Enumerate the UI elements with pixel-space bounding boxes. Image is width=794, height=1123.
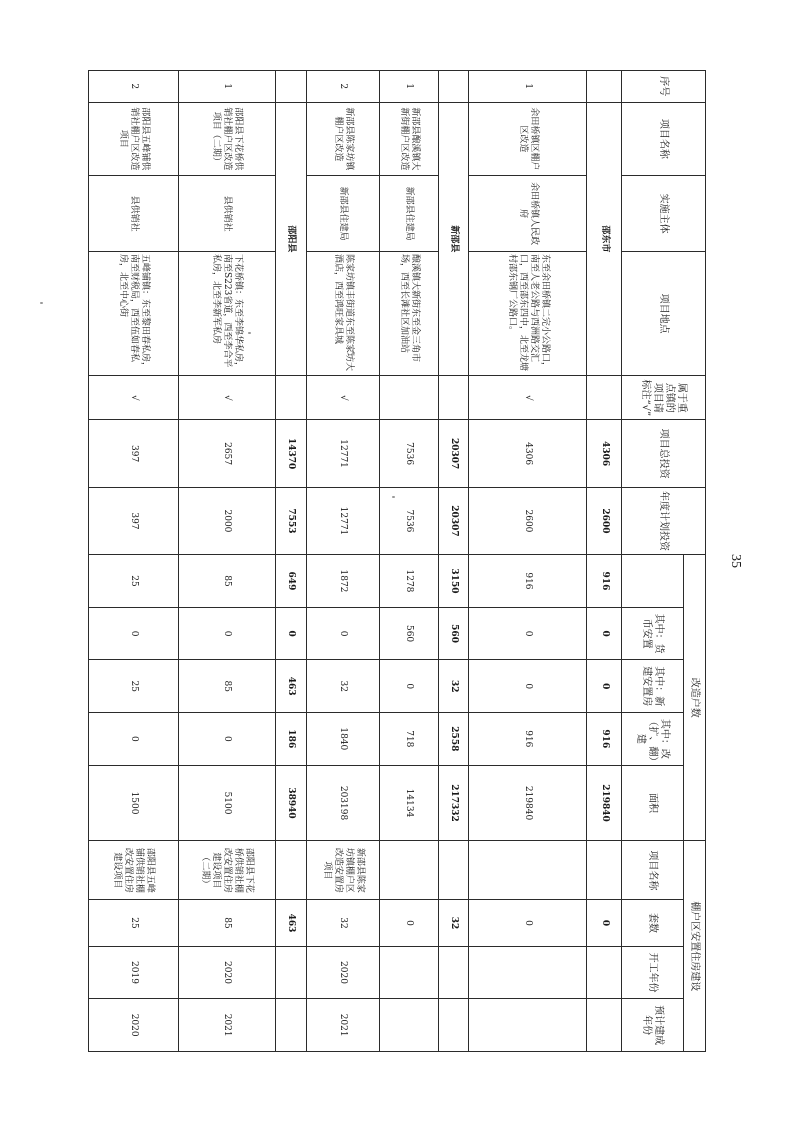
cell-total: 4306	[587, 420, 622, 487]
header-implementer: 实施主体	[622, 176, 706, 252]
cell-project-name: 新邵县陈家坊镇棚户区改造	[306, 102, 379, 176]
cell-seq: 2	[89, 71, 179, 103]
cell-monetary: 0	[276, 607, 307, 660]
cell-completion-year: 2021	[306, 999, 379, 1052]
cell-total: 2657	[178, 420, 276, 487]
cell-completion-year	[438, 999, 469, 1052]
cell-area: 5100	[178, 765, 276, 841]
header-households-total	[622, 555, 684, 608]
cell-rs-units: 32	[438, 900, 469, 946]
cell-area: 1500	[89, 765, 179, 841]
shantytown-renovation-table	[88, 70, 706, 1052]
header-seq: 序号	[622, 71, 706, 103]
cell-monetary: 0	[587, 607, 622, 660]
cell-rs-name	[587, 841, 622, 900]
cell-rs-name: 新邵县陈家坊镇棚户区改造安置房项目	[306, 841, 379, 900]
cell-rs-units: 25	[89, 900, 179, 946]
cell-new-build: 32	[438, 660, 469, 713]
cell-start-year	[587, 946, 622, 999]
header-location: 项目地点	[622, 252, 706, 376]
cell-seq: 2	[306, 71, 379, 103]
cell-key-town	[276, 376, 307, 420]
cell-implementer: 余田桥镇人民政府	[469, 176, 587, 252]
header-key-town: 属于重点镇的项目请标注“√”	[622, 376, 706, 420]
cell-area: 219840	[587, 765, 622, 841]
cell-annual: 2000	[178, 487, 276, 554]
cell-rs-name: 邵阳县下花桥供销社棚改安置住房建设项目（二期）	[178, 841, 276, 900]
table-row	[89, 71, 179, 1052]
cell-location: 酿溪镇大新街东至金三角市场，西至长滩社区加油站	[379, 252, 438, 376]
cell-location: 五峰铺镇：东至黎田春私房，南至财税局，西至伍如春私房，北至中心街	[89, 252, 179, 376]
cell-location: 陈家坊镇丰街道东至陈家坊大酒店，西至鸿旺家具城	[306, 252, 379, 376]
cell-total: 14370	[276, 420, 307, 487]
cell-completion-year	[276, 999, 307, 1052]
cell-completion-year: 2020	[89, 999, 179, 1052]
cell-renovation: 916	[469, 713, 587, 766]
cell-households: 649	[276, 555, 307, 608]
cell-annual: 2600	[587, 487, 622, 554]
header-new-build: 其中：新建安置房	[622, 660, 684, 713]
cell-annual: 7553	[276, 487, 307, 554]
cell-renovation: 2558	[438, 713, 469, 766]
cell-rs-units: 463	[276, 900, 307, 946]
cell-new-build: 0	[469, 660, 587, 713]
cell-region: 邵东市	[587, 102, 622, 376]
cell-key-town	[438, 376, 469, 420]
cell-start-year	[276, 946, 307, 999]
cell-project-name: 新邵县酿溪镇大新街棚户区改造	[379, 102, 438, 176]
header-area: 面积	[622, 765, 684, 841]
header-renovation: 其中：改（扩、翻）建	[622, 713, 684, 766]
header-project-name: 项目名称	[622, 102, 706, 176]
cell-implementer: 县供销社	[178, 176, 276, 252]
cell-monetary: 0	[306, 607, 379, 660]
cell-implementer: 新邵县住建局	[306, 176, 379, 252]
cell-households: 1278	[379, 555, 438, 608]
cell-new-build: 85	[178, 660, 276, 713]
cell-monetary: 0	[89, 607, 179, 660]
cell-completion-year: 2021	[178, 999, 276, 1052]
cell-households: 1872	[306, 555, 379, 608]
cell-rs-units: 0	[587, 900, 622, 946]
cell-annual: 2600	[469, 487, 587, 554]
cell-rs-name: 邵阳县五峰铺供销社棚改安置住房建设项目	[89, 841, 179, 900]
header-total-investment: 项目总投资	[622, 420, 706, 487]
cell-total: 12771	[306, 420, 379, 487]
cell-annual: 7536	[379, 487, 438, 554]
cell-implementer: 新邵县住建局	[379, 176, 438, 252]
page-number: 35	[728, 554, 743, 568]
cell-seq: 1	[379, 71, 438, 103]
cell-monetary: 560	[438, 607, 469, 660]
cell-start-year: 2020	[306, 946, 379, 999]
table-row	[379, 71, 438, 1052]
cell-key-town: √	[178, 376, 276, 420]
cell-households: 25	[89, 555, 179, 608]
cell-total: 7536	[379, 420, 438, 487]
cell-monetary: 0	[178, 607, 276, 660]
cell-project-name: 邵阳县下花桥供销社棚户区改造项目（二期）	[178, 102, 276, 176]
header-rs-units: 套数	[622, 900, 684, 946]
cell-area: 14134	[379, 765, 438, 841]
cell-new-build: 0	[379, 660, 438, 713]
cell-annual: 397	[89, 487, 179, 554]
cell-rs-name	[469, 841, 587, 900]
cell-seq: 1	[178, 71, 276, 103]
header-households-group: 改造户数	[684, 555, 706, 841]
cell-rs-units: 0	[469, 900, 587, 946]
cell-implementer: 县供销社	[89, 176, 179, 252]
cell-start-year: 2020	[178, 946, 276, 999]
cell-completion-year	[469, 999, 587, 1052]
cell-start-year	[438, 946, 469, 999]
cell-region: 新邵县	[438, 102, 469, 376]
cell-seq: 1	[469, 71, 587, 103]
cell-location: 下花桥镇：东至李锦华私房，南至S223省道，西至李合平私房，北至李新军私房	[178, 252, 276, 376]
cell-renovation: 718	[379, 713, 438, 766]
cell-new-build: 463	[276, 660, 307, 713]
cell-area: 203198	[306, 765, 379, 841]
table-row-region	[587, 71, 622, 1052]
table-row	[469, 71, 587, 1052]
cell-new-build: 25	[89, 660, 179, 713]
cell-seq	[276, 71, 307, 103]
cell-households: 3150	[438, 555, 469, 608]
cell-key-town: √	[89, 376, 179, 420]
cell-key-town: √	[469, 376, 587, 420]
cell-households: 85	[178, 555, 276, 608]
header-start-year: 开工年份	[622, 946, 684, 999]
table-row	[178, 71, 276, 1052]
cell-start-year: 2019	[89, 946, 179, 999]
cell-annual: 20307	[438, 487, 469, 554]
header-resettlement-group: 棚户区安置住房建设	[684, 841, 706, 1052]
cell-renovation: 186	[276, 713, 307, 766]
cell-project-name: 余田桥镇区棚户区改造	[469, 102, 587, 176]
table-rotator	[88, 70, 706, 1052]
header-rs-name: 项目名称	[622, 841, 684, 900]
cell-households: 916	[587, 555, 622, 608]
cell-monetary: 560	[379, 607, 438, 660]
cell-new-build: 32	[306, 660, 379, 713]
cell-key-town: √	[306, 376, 379, 420]
cell-new-build: 0	[587, 660, 622, 713]
cell-seq	[438, 71, 469, 103]
cell-monetary: 0	[469, 607, 587, 660]
cell-start-year	[469, 946, 587, 999]
cell-start-year	[379, 946, 438, 999]
table-row	[306, 71, 379, 1052]
cell-total: 397	[89, 420, 179, 487]
cell-project-name: 邵阳县五峰铺供销社棚户区改造项目	[89, 102, 179, 176]
cell-key-town	[587, 376, 622, 420]
cell-rs-units: 85	[178, 900, 276, 946]
cell-rs-name	[438, 841, 469, 900]
header-annual-investment: 年度计划投资	[622, 487, 706, 554]
cell-area: 219840	[469, 765, 587, 841]
cell-renovation: 1840	[306, 713, 379, 766]
cell-completion-year	[379, 999, 438, 1052]
cell-completion-year	[587, 999, 622, 1052]
cell-total: 4306	[469, 420, 587, 487]
cell-renovation: 0	[89, 713, 179, 766]
cell-location: 东至余田桥镇二完小公路口，南至人老公路与西洲路交汇口，西至邵东四中，北至龙塘村邵东钢厂公路口。	[469, 252, 587, 376]
header-completion-year: 预计建成年份	[622, 999, 684, 1052]
header-monetary: 其中：货币安置	[622, 607, 684, 660]
cell-households: 916	[469, 555, 587, 608]
cell-rs-units: 32	[306, 900, 379, 946]
table-row-region	[438, 71, 469, 1052]
cell-area: 217332	[438, 765, 469, 841]
cell-rs-units: 0	[379, 900, 438, 946]
cell-renovation: 916	[587, 713, 622, 766]
cell-region: 邵阳县	[276, 102, 307, 376]
cell-renovation: 0	[178, 713, 276, 766]
cell-seq	[587, 71, 622, 103]
cell-key-town	[379, 376, 438, 420]
cell-rs-name	[276, 841, 307, 900]
cell-total: 20307	[438, 420, 469, 487]
table-row-region	[276, 71, 307, 1052]
cell-annual: 12771	[306, 487, 379, 554]
cell-area: 38940	[276, 765, 307, 841]
cell-rs-name	[379, 841, 438, 900]
